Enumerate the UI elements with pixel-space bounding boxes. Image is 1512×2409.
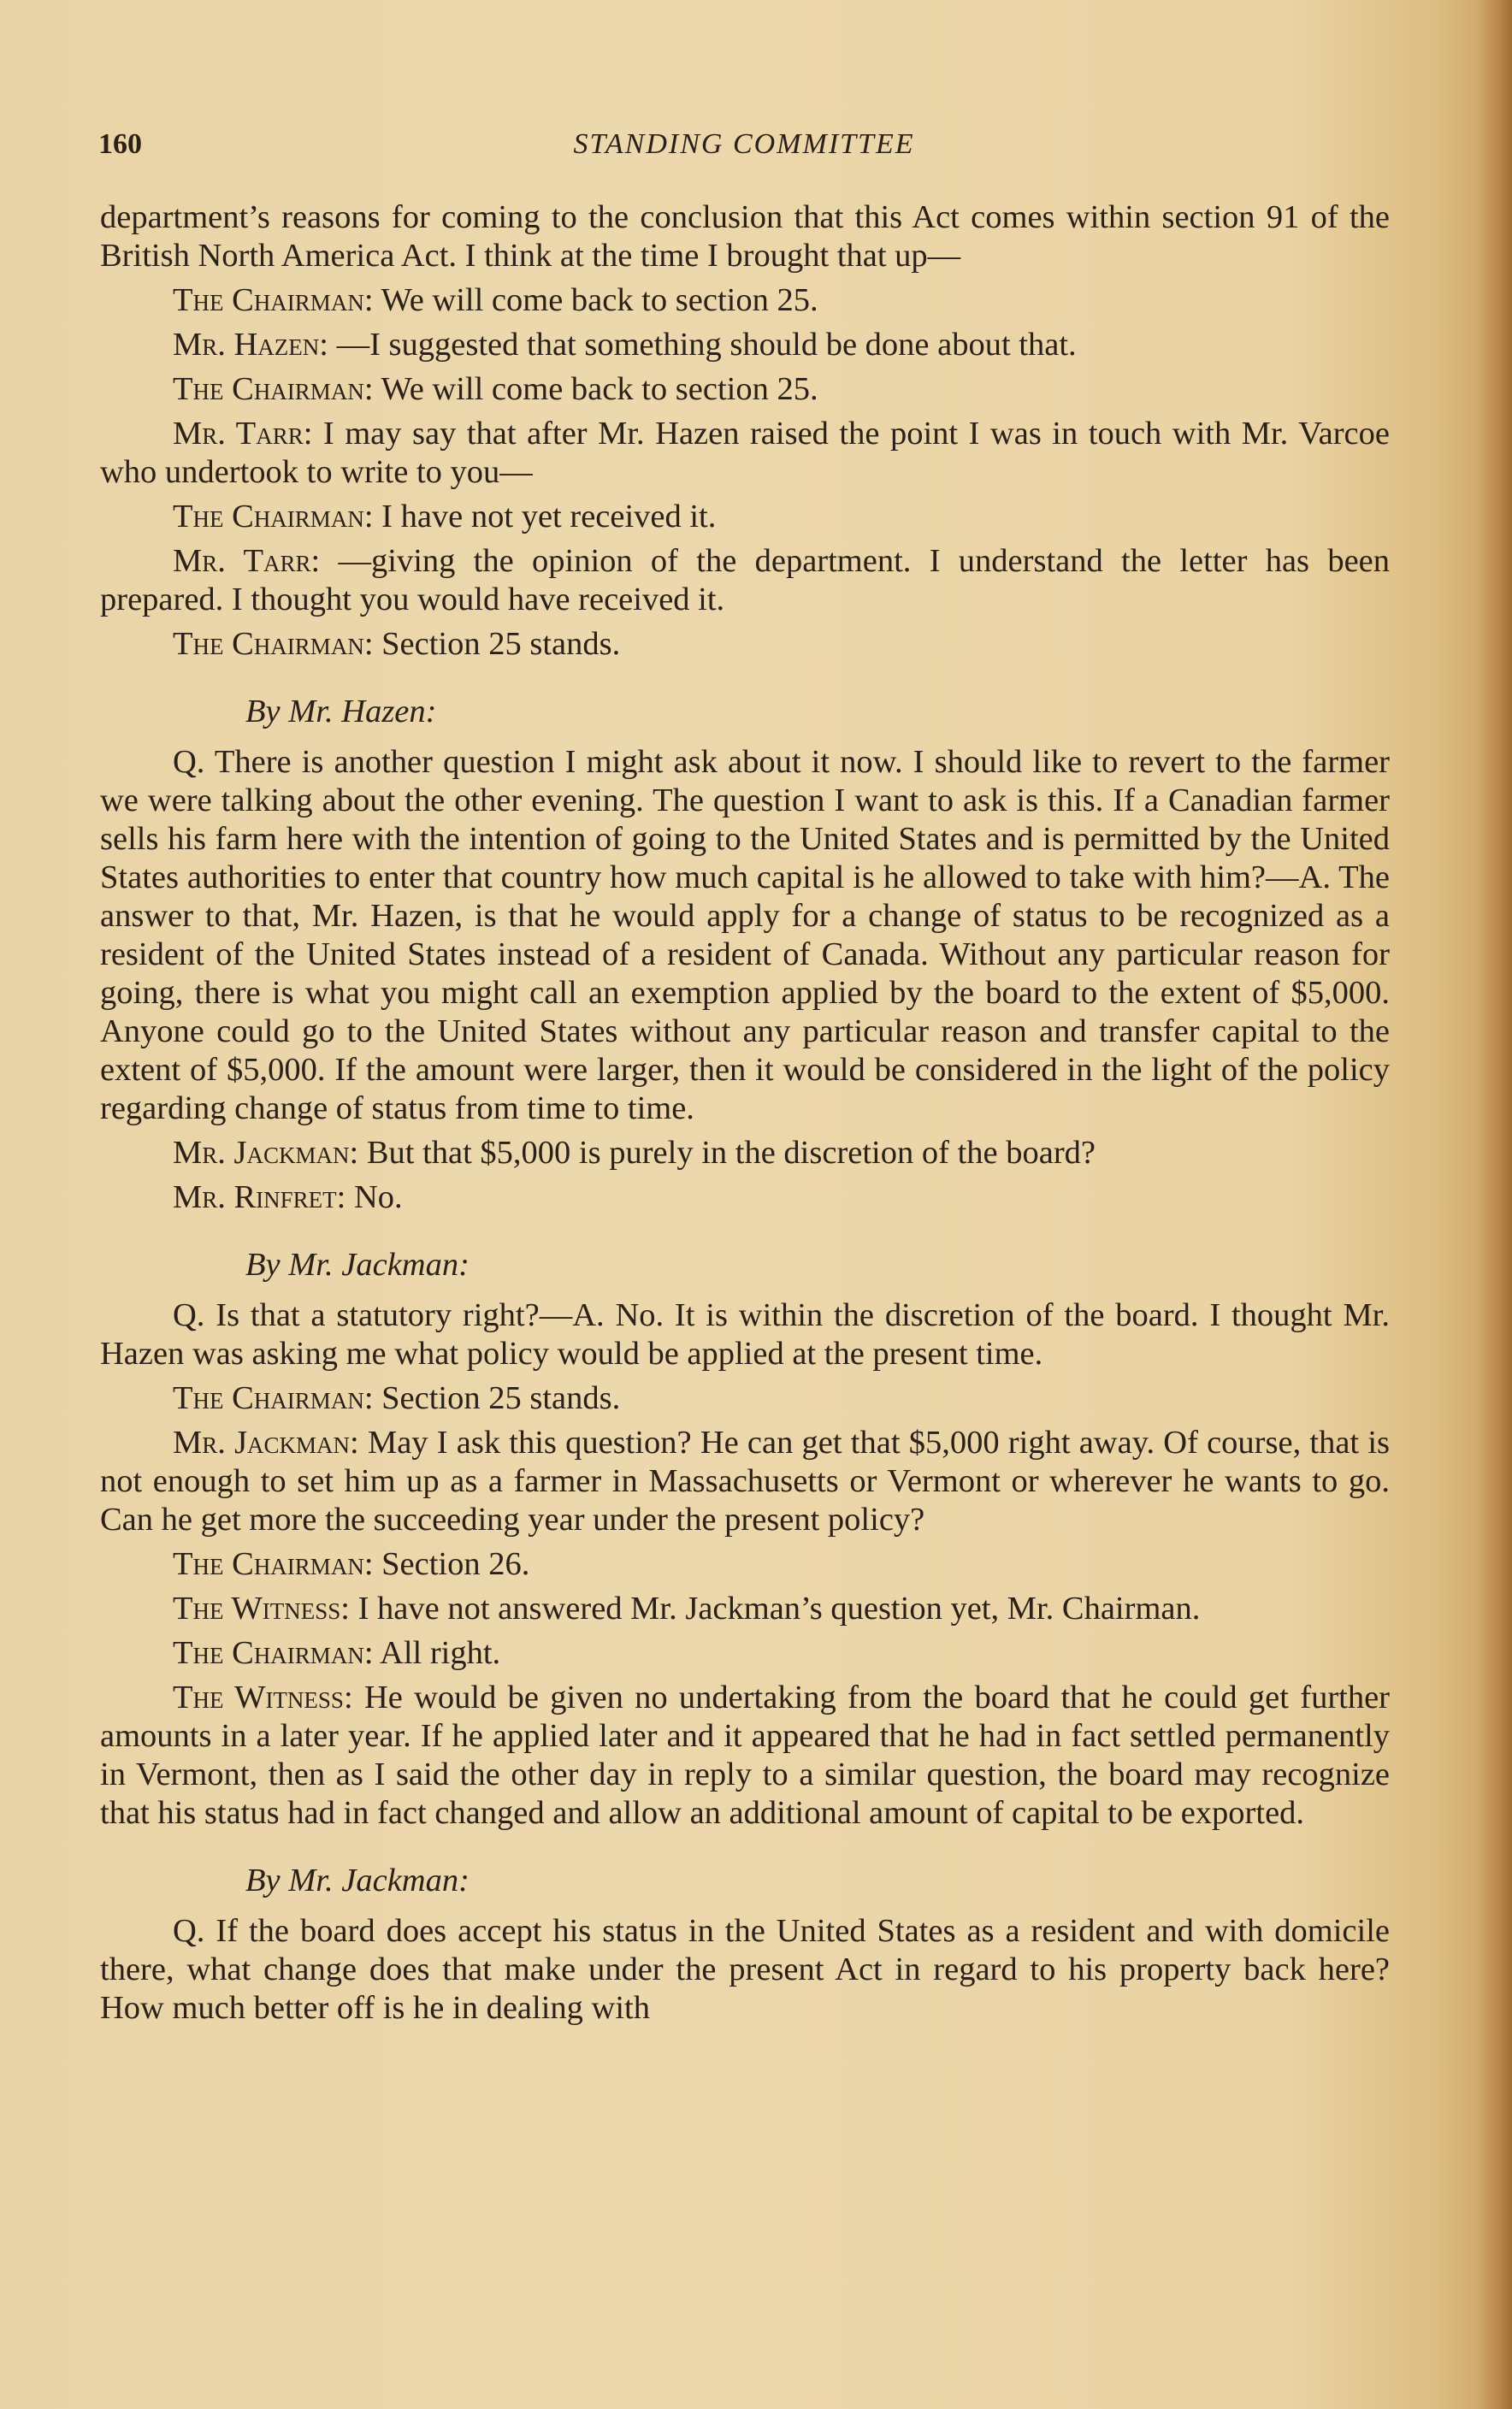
question-answer-paragraph bbox=[100, 743, 1390, 1128]
speaker-name: Mr. Tarr: bbox=[173, 543, 321, 579]
transcript-body bbox=[100, 198, 1390, 2034]
page-edge-shadow bbox=[1478, 0, 1512, 2409]
speaker-name: Mr. Hazen: bbox=[173, 327, 328, 363]
speaker-name: The Chairman: bbox=[173, 626, 374, 662]
speaker-name: Mr. Jackman: bbox=[173, 1135, 359, 1171]
speaker-name: The Chairman: bbox=[173, 1546, 374, 1582]
paragraph-text: Section 26. bbox=[373, 1546, 530, 1582]
speaker-paragraph bbox=[100, 1379, 1390, 1418]
speaker-paragraph bbox=[100, 1679, 1390, 1833]
speaker-paragraph bbox=[100, 542, 1390, 619]
speaker-paragraph bbox=[100, 370, 1390, 409]
examiner-heading: By Mr. Jackman: bbox=[245, 1863, 470, 1898]
speaker-name: The Chairman: bbox=[173, 499, 374, 534]
speaker-paragraph bbox=[100, 281, 1390, 320]
paragraph-text: Q. Is that a statutory right?—A. No. It is within the discretion of the board. I thought Mr. Hazen was asking me what policy would be applied at the present time. bbox=[100, 1297, 1390, 1372]
paragraph-text: I may say that after Mr. Hazen raised the point I was in touch with Mr. Varcoe who undertook to write to you— bbox=[100, 416, 1390, 490]
paragraph-text: —I suggested that something should be done about that. bbox=[328, 327, 1077, 363]
speaker-paragraph bbox=[100, 625, 1390, 664]
speaker-name: The Chairman: bbox=[173, 1380, 374, 1416]
speaker-paragraph bbox=[100, 1545, 1390, 1584]
speaker-name: The Witness: bbox=[173, 1591, 350, 1627]
paragraph-text: Q. If the board does accept his status in the United States as a resident and with domicile there, what change does that make under the present Act in regard to his property back here? How much better off is he in dealing with bbox=[100, 1913, 1390, 2026]
paragraph-text: —giving the opinion of the department. I understand the letter has been prepared. I thought you would have received it. bbox=[100, 543, 1391, 617]
paragraph-text: May I ask this question? He can get that $5,000 right away. Of course, that is not enough to set him up as a farmer in Massachusetts or Vermont or wherever he wants to go. Can he get more the succeeding year under the present policy? bbox=[100, 1425, 1390, 1538]
paragraph-text: I have not answered Mr. Jackman’s question yet, Mr. Chairman. bbox=[349, 1591, 1201, 1627]
speaker-paragraph bbox=[100, 1178, 1390, 1217]
paragraph-text: Q. There is another question I might ask about it now. I should like to revert to the farmer we were talking about the other evening. The question I want to ask is this. If a Canadian farmer sells his farm here with the intention of going to the United States and is permitted by the United States authorities to enter that country how much capital is he allowed to take with him?—A. The answer to that, Mr. Hazen, is that he would apply for a change of status to be recognized as a resident of the United States instead of a resident of Canada. Without any particular reason for going, there is what you might call an exemption applied by the board to the extent of $5,000. Anyone could go to the United States without any particular reason and transfer capital to the extent of $5,000. If the amount were larger, then it would be considered in the light of the policy regarding change of status from time to time. bbox=[100, 744, 1390, 1126]
page-number: 160 bbox=[98, 128, 142, 160]
paragraph-text: Section 25 stands. bbox=[373, 626, 621, 662]
paragraph-text: Section 25 stands. bbox=[373, 1380, 621, 1416]
page-header bbox=[98, 128, 1390, 171]
examiner-heading: By Mr. Jackman: bbox=[245, 1247, 470, 1283]
speaker-paragraph bbox=[100, 326, 1390, 364]
paragraph-text: But that $5,000 is purely in the discretion of the board? bbox=[358, 1135, 1096, 1171]
paragraph-text: We will come back to section 25. bbox=[373, 282, 818, 318]
speaker-paragraph bbox=[100, 1424, 1390, 1539]
speaker-name: The Chairman: bbox=[173, 282, 374, 318]
speaker-paragraph bbox=[100, 1590, 1390, 1628]
paragraph bbox=[100, 198, 1390, 275]
speaker-name: The Witness: bbox=[173, 1680, 353, 1715]
speaker-paragraph bbox=[100, 1134, 1390, 1172]
speaker-paragraph bbox=[100, 415, 1390, 492]
paragraph-text: I have not yet received it. bbox=[373, 499, 717, 534]
paragraph-text: All right. bbox=[373, 1635, 501, 1671]
examiner-heading: By Mr. Hazen: bbox=[245, 694, 437, 729]
running-title: STANDING COMMITTEE bbox=[573, 128, 915, 160]
speaker-name: The Chairman: bbox=[173, 1635, 374, 1671]
speaker-name: The Chairman: bbox=[173, 371, 374, 407]
speaker-name: Mr. Jackman: bbox=[173, 1425, 359, 1461]
question-answer-paragraph bbox=[100, 1912, 1390, 2028]
paragraph-text: department’s reasons for coming to the conclusion that this Act comes within section 91 of the British North America Act. I think at the time I brought that up— bbox=[100, 199, 1390, 274]
speaker-paragraph bbox=[100, 498, 1390, 536]
speaker-paragraph bbox=[100, 1634, 1390, 1673]
paragraph-text: We will come back to section 25. bbox=[373, 371, 818, 407]
speaker-name: Mr. Rinfret: bbox=[173, 1179, 346, 1215]
paragraph-text: No. bbox=[346, 1179, 403, 1215]
speaker-name: Mr. Tarr: bbox=[173, 416, 313, 452]
paragraph-text: He would be given no undertaking from the board that he could get further amounts in a later year. If he applied later and it appeared that he had in fact settled permanently in Vermont, then as I said the other day in reply to a similar question, the board may recognize that his status had in fact changed and allow an additional amount of capital to be exported. bbox=[100, 1680, 1391, 1831]
question-answer-paragraph bbox=[100, 1296, 1390, 1373]
